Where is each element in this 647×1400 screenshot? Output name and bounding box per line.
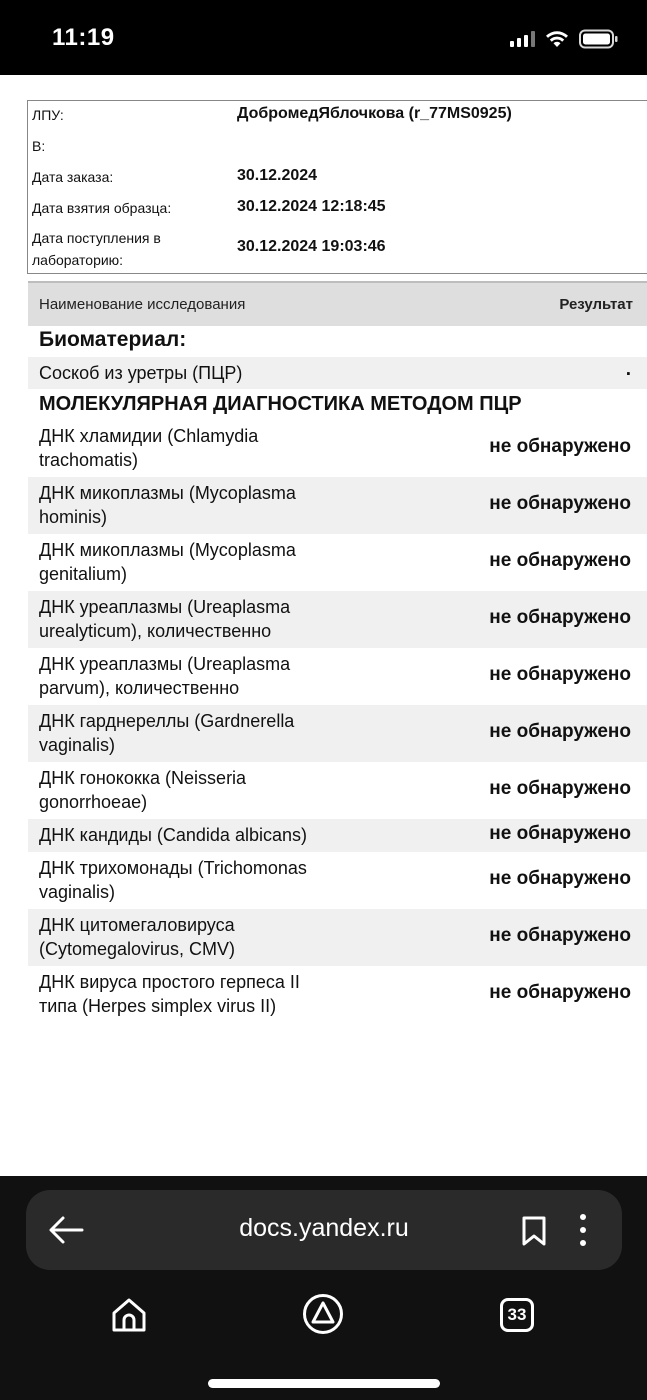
result-row [28,534,647,591]
result-row [28,648,647,705]
result-row [28,966,647,1023]
result-row [28,852,647,909]
v-label: В: [32,138,46,154]
test-result: не обнаружено [489,778,631,799]
battery-icon [579,29,619,49]
test-name-line2: vaginalis) [39,735,116,755]
test-name [39,652,359,700]
result-row [28,819,647,852]
sample-date-label: Дата взятия образца: [32,200,172,216]
url-text[interactable]: docs.yandex.ru [239,1214,409,1242]
test-name-line2: vaginalis) [39,882,116,902]
test-result: не обнаружено [489,550,631,571]
home-indicator [208,1379,440,1388]
biomaterial-title: Биоматериал: [39,328,187,351]
bottom-navigation [0,1286,647,1346]
more-menu-icon[interactable] [576,1212,590,1248]
status-bar [0,0,647,75]
result-row [28,591,647,648]
test-name-line1: ДНК уреаплазмы (Ureaplasma [39,597,291,617]
address-bar[interactable] [26,1190,622,1270]
tabs-count: 33 [507,1305,527,1324]
test-name [39,970,359,1018]
document-page [0,75,647,1176]
test-name-line1: ДНК микоплазмы (Mycoplasma [39,483,296,503]
lab-date-value: 30.12.2024 19:03:46 [237,238,386,255]
test-name-line1: ДНК цитомегаловируса [39,915,235,935]
lpu-label: ЛПУ: [32,107,64,123]
test-name [39,595,359,643]
status-time: 11:19 [52,24,115,51]
test-name [39,538,359,586]
test-name-line2: parvum), количественно [39,678,240,698]
header-name-column: Наименование исследования [39,296,246,313]
biomaterial-result: . [625,359,631,380]
test-name-line1: ДНК хламидии (Chlamydia [39,426,259,446]
test-name [39,481,359,529]
test-name [39,766,359,814]
test-name-line1: ДНК уреаплазмы (Ureaplasma [39,654,291,674]
test-name-line1: ДНК микоплазмы (Mycoplasma [39,540,296,560]
header-result-column: Результат [559,296,633,313]
test-name-line2: urealyticum), количественно [39,621,272,641]
test-name-line2: trachomatis) [39,450,139,470]
test-name-line1: ДНК кандиды (Candida albicans) [39,825,307,845]
home-icon[interactable] [110,1296,148,1334]
test-result: не обнаружено [489,721,631,742]
test-name [39,856,359,904]
status-icons [510,26,619,52]
test-name [39,823,359,847]
alice-assistant-icon[interactable] [302,1293,344,1335]
test-name-line2: genitalium) [39,564,128,584]
result-row [28,909,647,966]
test-name-line2: типа (Herpes simplex virus II) [39,996,277,1016]
biomaterial-row [28,357,647,389]
test-name-line1: ДНК гарднереллы (Gardnerella [39,711,295,731]
test-result: не обнаружено [489,607,631,628]
sample-date-value: 30.12.2024 12:18:45 [237,198,386,215]
test-result: не обнаружено [489,493,631,514]
test-result: не обнаружено [489,925,631,946]
order-date-label: Дата заказа: [32,169,114,185]
result-row [28,762,647,819]
biomaterial-name: Соскоб из уретры (ПЦР) [39,363,243,383]
browser-toolbar [0,1176,647,1400]
test-result: не обнаружено [489,436,631,457]
test-result: не обнаружено [489,868,631,889]
lpu-value: ДобромедЯблочкова (r_77MS0925) [237,105,512,122]
test-name [39,913,359,961]
test-name [39,424,359,472]
tabs-counter-button[interactable] [500,1298,534,1332]
lab-date-label-line1: Дата поступления в [32,230,161,246]
result-row [28,420,647,477]
cellular-signal-icon [510,31,535,47]
results-table-header [28,281,647,326]
order-info-box [27,100,647,274]
test-result: не обнаружено [489,823,631,844]
order-date-value: 30.12.2024 [237,167,318,184]
bookmark-icon[interactable] [521,1215,547,1247]
test-name-line2: gonorrhoeae) [39,792,148,812]
wifi-icon [544,29,570,49]
lab-date-label-line2: лабораторию: [32,252,124,268]
test-name [39,709,359,757]
test-result: не обнаружено [489,982,631,1003]
result-row [28,477,647,534]
test-name-line1: ДНК трихомонады (Trichomonas [39,858,307,878]
test-name-line1: ДНК гонококка (Neisseria [39,768,247,788]
test-result: не обнаружено [489,664,631,685]
test-name-line1: ДНК вируса простого герпеса II [39,972,300,992]
lab-date-label [32,227,212,271]
test-name-line2: hominis) [39,507,108,527]
test-name-line2: (Cytomegalovirus, CMV) [39,939,236,959]
result-row [28,705,647,762]
section-title-pcr: МОЛЕКУЛЯРНАЯ ДИАГНОСТИКА МЕТОДОМ ПЦР [39,393,522,415]
